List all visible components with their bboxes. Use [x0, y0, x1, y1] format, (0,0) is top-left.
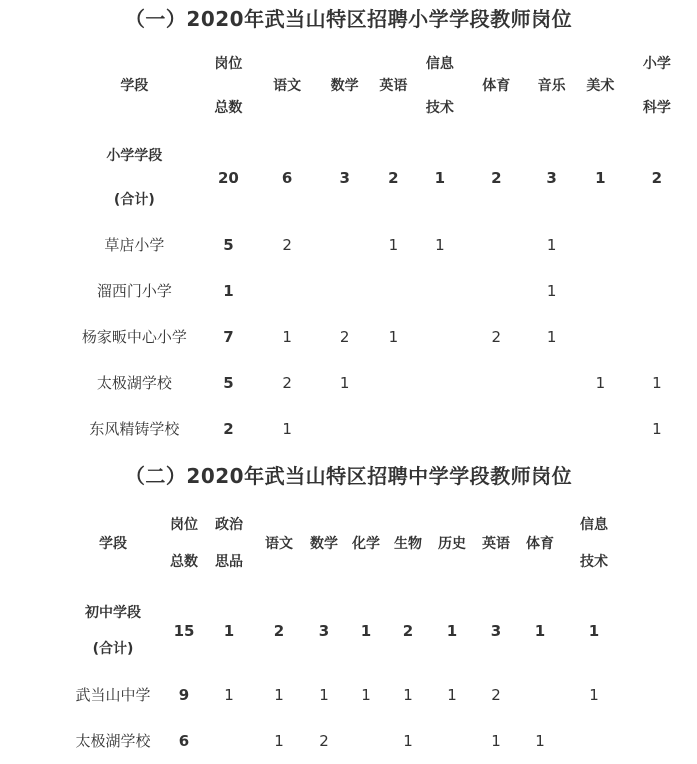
primary-subject-count: 1	[546, 328, 557, 346]
primary-subject-count: 1	[546, 282, 557, 300]
primary-subject-count	[317, 268, 372, 314]
primary-subject-count: 1	[339, 374, 350, 392]
middle-school-total: 6	[178, 732, 190, 750]
primary-total-value: 1	[434, 169, 446, 187]
middle-total-value: 1	[446, 622, 458, 640]
primary-header-cell: 英语	[379, 78, 408, 94]
primary-subject-count: 1	[652, 420, 662, 438]
middle-total-value: 3	[490, 622, 502, 640]
primary-school-name: 草店小学	[104, 236, 165, 254]
middle-header-cell: 历史	[438, 535, 466, 552]
table-row	[69, 314, 689, 360]
table-row	[60, 718, 626, 764]
primary-subject-count	[414, 406, 465, 452]
middle-subject-count: 1	[403, 732, 413, 750]
middle-school-name: 武当山中学	[75, 686, 151, 704]
primary-subject-count	[372, 406, 414, 452]
middle-total-value: 2	[273, 622, 285, 640]
middle-header-cell: 岗位 总数	[170, 517, 198, 570]
middle-total-value: 1	[588, 622, 600, 640]
middle-subject-count: 1	[403, 686, 413, 704]
middle-subject-count: 1	[535, 732, 545, 750]
primary-subject-count: 1	[282, 420, 292, 438]
middle-subject-count	[346, 718, 386, 764]
primary-school-total: 5	[223, 374, 234, 392]
primary-school-positions-table	[69, 38, 689, 452]
primary-total-value: 20	[217, 169, 239, 187]
primary-total-label: 小学学段 (合计)	[106, 148, 163, 208]
middle-subject-count	[562, 718, 626, 764]
primary-subject-count	[527, 406, 576, 452]
primary-subject-count	[317, 222, 372, 268]
middle-total-label: 初中学段 (合计)	[85, 605, 141, 657]
middle-school-total: 9	[178, 686, 190, 704]
primary-header-cell: 小学 科学	[642, 56, 671, 116]
middle-subject-count	[202, 718, 256, 764]
middle-header-cell: 化学	[352, 535, 380, 552]
primary-subject-count: 2	[282, 236, 292, 254]
primary-header-cell: 岗位 总数	[214, 56, 243, 116]
primary-subject-count	[257, 268, 317, 314]
primary-subject-count: 1	[388, 328, 399, 346]
primary-total-value: 2	[388, 169, 399, 187]
middle-total-value: 3	[318, 622, 330, 640]
primary-header-cell: 数学	[330, 78, 359, 94]
primary-subject-count	[625, 314, 689, 360]
primary-subject-count	[527, 360, 576, 406]
primary-header-cell: 信息 技术	[425, 56, 454, 116]
primary-subject-count	[625, 268, 689, 314]
middle-school-name: 太极湖学校	[75, 732, 151, 750]
primary-subject-count: 1	[652, 374, 662, 392]
middle-header-cell: 学段	[99, 535, 127, 552]
middle-subject-count: 1	[589, 686, 599, 704]
total-row	[60, 590, 626, 672]
primary-subject-count	[576, 314, 625, 360]
middle-total-value: 1	[223, 622, 235, 640]
primary-subject-count	[625, 222, 689, 268]
section2-title: （二）2020年武当山特区招聘中学学段教师岗位	[124, 464, 573, 488]
middle-subject-count: 1	[447, 686, 457, 704]
primary-subject-count	[465, 360, 527, 406]
primary-subject-count	[465, 406, 527, 452]
middle-subject-count: 2	[319, 732, 329, 750]
table-row	[69, 406, 689, 452]
primary-subject-count	[576, 406, 625, 452]
primary-school-total: 5	[223, 236, 234, 254]
table-row	[69, 222, 689, 268]
primary-school-name: 杨家畈中心小学	[81, 328, 187, 346]
primary-school-total: 7	[223, 328, 234, 346]
middle-subject-count	[518, 672, 562, 718]
table-row	[69, 268, 689, 314]
primary-header-cell: 美术	[586, 78, 615, 94]
primary-header-cell: 语文	[273, 78, 302, 94]
middle-subject-count	[430, 718, 474, 764]
primary-subject-count	[414, 360, 465, 406]
primary-subject-count: 1	[388, 236, 399, 254]
header-row	[60, 498, 626, 590]
primary-subject-count: 1	[435, 236, 445, 254]
primary-subject-count	[414, 268, 465, 314]
primary-subject-count	[372, 360, 414, 406]
primary-total-value: 2	[651, 169, 663, 187]
middle-header-cell: 信息 技术	[580, 517, 608, 570]
primary-subject-count: 1	[282, 328, 292, 346]
primary-subject-count: 1	[595, 374, 606, 392]
middle-total-value: 15	[173, 622, 195, 640]
middle-header-cell: 政治 思品	[215, 517, 243, 570]
primary-header-cell: 体育	[482, 78, 511, 94]
middle-school-positions-table	[60, 498, 626, 764]
middle-header-cell: 数学	[310, 535, 338, 552]
primary-subject-count: 2	[339, 328, 350, 346]
middle-subject-count: 1	[361, 686, 371, 704]
primary-subject-count: 2	[282, 374, 292, 392]
primary-school-name: 太极湖学校	[96, 374, 172, 392]
primary-school-name: 溜西门小学	[96, 282, 172, 300]
middle-header-cell: 体育	[526, 535, 554, 552]
primary-subject-count	[414, 314, 465, 360]
total-row	[69, 134, 689, 222]
primary-total-value: 6	[281, 169, 293, 187]
primary-subject-count	[576, 222, 625, 268]
primary-subject-count	[465, 222, 527, 268]
middle-subject-count: 1	[274, 732, 284, 750]
middle-header-cell: 生物	[394, 535, 422, 552]
primary-total-value: 2	[491, 169, 502, 187]
middle-subject-count: 1	[319, 686, 329, 704]
primary-subject-count: 2	[491, 328, 502, 346]
table-row	[69, 360, 689, 406]
middle-subject-count: 1	[224, 686, 234, 704]
middle-total-value: 2	[402, 622, 414, 640]
primary-header-cell: 学段	[120, 78, 149, 94]
middle-total-value: 1	[360, 622, 372, 640]
primary-header-cell: 音乐	[537, 78, 566, 94]
primary-total-value: 3	[339, 169, 350, 187]
middle-header-cell: 英语	[482, 535, 510, 552]
primary-subject-count: 1	[546, 236, 557, 254]
primary-total-value: 3	[546, 169, 557, 187]
middle-header-cell: 语文	[265, 535, 293, 552]
section1-title: （一）2020年武当山特区招聘小学学段教师岗位	[124, 7, 573, 31]
table-row	[60, 672, 626, 718]
primary-total-value: 1	[595, 169, 606, 187]
primary-subject-count	[317, 406, 372, 452]
primary-school-name: 东风精铸学校	[89, 420, 180, 438]
middle-subject-count: 1	[491, 732, 501, 750]
primary-school-total: 2	[223, 420, 234, 438]
primary-subject-count	[576, 268, 625, 314]
middle-subject-count: 2	[491, 686, 501, 704]
middle-subject-count: 1	[274, 686, 284, 704]
primary-school-total: 1	[223, 282, 234, 300]
header-row	[69, 38, 689, 134]
primary-subject-count	[372, 268, 414, 314]
primary-subject-count	[465, 268, 527, 314]
middle-total-value: 1	[534, 622, 546, 640]
